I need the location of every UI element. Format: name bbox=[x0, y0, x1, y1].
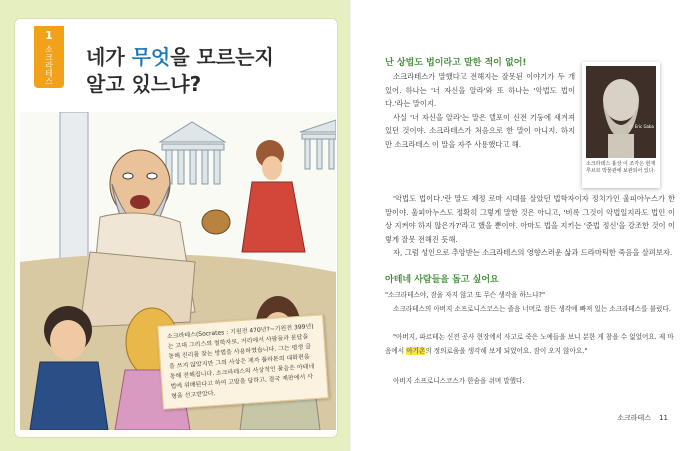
quote-3-highlight: 아기온 bbox=[406, 347, 426, 355]
paragraph-3: '악법도 법이다.'란 말도 제정 로마 시대를 살았던 법학자이자 정치가인 울피아누스가 한 말이야. 울피아누스도 정확히 그렇게 말한 것은 아니고, '비록 그것이 악법일지라도 법인 이상 지켜야 하지 않은가?'라고 했을 뿐이야. 아마도 법을 지키는 '준법 정신'을 강조한 것이 이렇게 잘못 전해진 듯해. bbox=[385, 194, 675, 244]
socrates-bust-photo bbox=[582, 62, 660, 188]
section-heading-2: 아테네 사람들을 돕고 싶어요 bbox=[385, 275, 499, 285]
bust-image bbox=[586, 66, 656, 158]
paragraph-4: 자, 그럼 성인으로 추앙받는 소크라테스의 영향스러운 삶과 드라마틱한 죽음을 살펴보자. bbox=[393, 248, 673, 258]
page-footer bbox=[617, 413, 668, 423]
paragraph-1: 소크라테스가 말했다고 전해지는 잘못된 이야기가 두 개 있어. 하나는 '너 자신을 알라'와 또 하나는 '악법도 법이다.'라는 말이지. bbox=[385, 72, 575, 109]
body-text-1b bbox=[385, 192, 675, 260]
quote-3-post: 의 정의로움을 생각해 보게 되었어요. 잠이 오지 않아요." bbox=[425, 347, 588, 355]
quote-1: "소크라테스야, 잠을 자지 않고 또 무슨 생각을 하느냐?" bbox=[385, 291, 546, 299]
section-heading-1: 난 상법도 법이라고 말한 적이 없어! bbox=[385, 58, 527, 68]
photo-credit: Ⓒ Eric Gaba bbox=[629, 124, 654, 129]
paragraph-2: 사실 '너 자신을 알라'는 말은 델포이 신전 기둥에 새겨져 있던 것이야. 소크라테스가 처음으로 한 말이 아니지. 하지만 소크라테스 이 말을 자주 사용했다고 해. bbox=[385, 112, 575, 149]
title-post: 을 모르는지 bbox=[170, 45, 274, 69]
title-line2: 알고 있느냐? bbox=[86, 72, 202, 96]
illustration-caption: 소크라테스(Socrates : 기원전 470년?~기원전 399년)는 고대 그리스의 철학자로, 거리에서 사람들과 문답을 통해 진리를 찾는 방법을 사용하였습니다. 그는 평생 글을 쓰지 않았지만 그의 사상은 제자 플라톤의 대화편을 통해 전해집니다. 소크라테스의 사상적인 물음은 아테네 법에 위배된다고 하여 고발을 당하고, 결국 재판에서 사형을 선고받았다. bbox=[157, 314, 328, 409]
title-highlight: 무엇 bbox=[131, 45, 171, 69]
footer-label: 소크라테스 bbox=[617, 414, 652, 422]
page-title bbox=[86, 44, 274, 98]
page-number: 11 bbox=[659, 414, 668, 422]
photo-caption: 소크라테스 흉상 이 조각은 현재 루브르 박물관에 보관되어 있다. bbox=[586, 161, 656, 174]
body-text-1a bbox=[385, 70, 575, 152]
quote-3-pre: "아버지, 파르테논 신전 공사 현장에서 사고로 죽은 노예들을 보니 분한 게 참을 수 없었어요. 제 마음에서 bbox=[385, 333, 674, 355]
quote-3 bbox=[385, 330, 675, 358]
title-pre: 네가 bbox=[86, 45, 132, 69]
quote-4: 아버지 소프로니스코스가 한숨을 쉬며 말했다. bbox=[393, 377, 525, 385]
chapter-label: 소크라테스 bbox=[44, 45, 54, 85]
chapter-tab bbox=[34, 26, 64, 88]
quote-2: 소크라테스의 아버지 소프로니스코스는 졸음 너머로 잠든 생각에 빠져 있는 소크라테스를 불렀다. bbox=[393, 305, 671, 313]
chapter-number: 1 bbox=[45, 29, 53, 42]
